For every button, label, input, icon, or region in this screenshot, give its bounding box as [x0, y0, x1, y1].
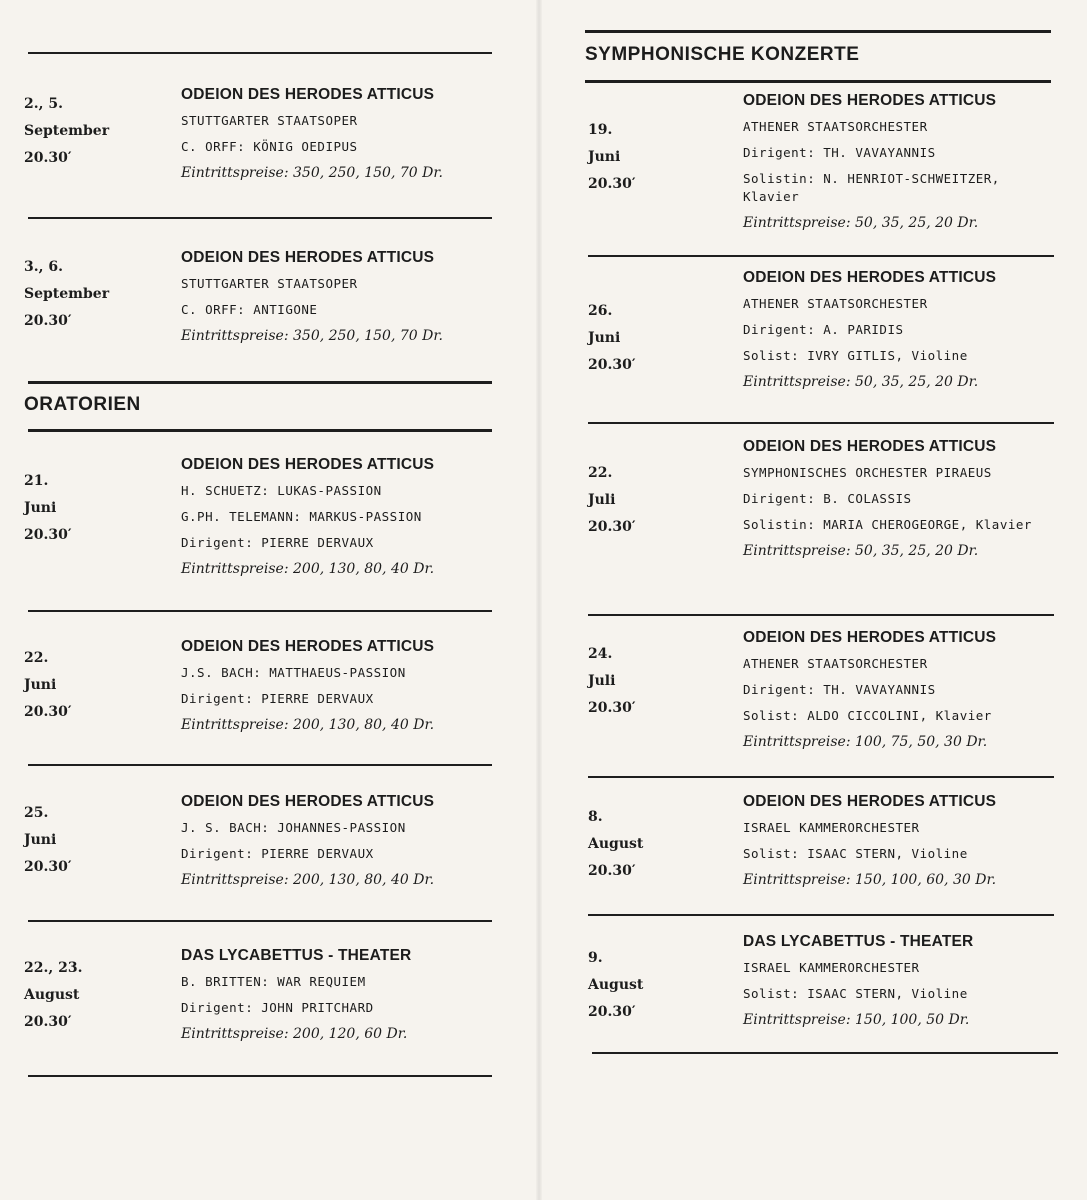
event-line: Solist: IVRY GITLIS, Violine — [743, 348, 968, 363]
event-month: Juni — [24, 677, 57, 693]
event-prices: Eintrittspreise: 50, 35, 25, 20 Dr. — [743, 374, 979, 390]
event-details — [743, 434, 1043, 564]
event-time: 20.30′ — [24, 527, 72, 543]
event-month: August — [588, 977, 644, 993]
event-line: J.S. BACH: MATTHAEUS-PASSION — [181, 665, 406, 680]
event-venue: ODEION DES HERODES ATTICUS — [181, 456, 435, 473]
event-date — [588, 298, 718, 379]
event-venue: ODEION DES HERODES ATTICUS — [181, 249, 435, 266]
event-venue: ODEION DES HERODES ATTICUS — [181, 86, 435, 103]
event-line: Dirigent: TH. VAVAYANNIS — [743, 145, 936, 160]
event-line: J. S. BACH: JOHANNES-PASSION — [181, 820, 406, 835]
event-line: Dirigent: A. PARIDIS — [743, 322, 904, 337]
event-date — [588, 945, 718, 1026]
rule — [28, 764, 492, 766]
event-prices: Eintrittspreise: 50, 35, 25, 20 Dr. — [743, 543, 979, 559]
event-day: 22., 23. — [24, 960, 83, 976]
event-line: Solistin: N. HENRIOT-SCHWEITZER, Klavier — [743, 171, 1000, 204]
event-date — [24, 254, 154, 335]
event-venue: ODEION DES HERODES ATTICUS — [743, 92, 997, 109]
event-date — [24, 955, 154, 1036]
rule — [588, 776, 1054, 778]
event-date — [24, 800, 154, 881]
event-details — [181, 82, 443, 186]
event-line: STUTTGARTER STAATSOPER — [181, 113, 358, 128]
event-month: Juni — [588, 330, 621, 346]
event-line: ATHENER STAATSORCHESTER — [743, 296, 928, 311]
event-day: 3., 6. — [24, 259, 63, 275]
event-venue: ODEION DES HERODES ATTICUS — [743, 629, 997, 646]
event-time: 20.30′ — [588, 700, 636, 716]
event-line: Dirigent: TH. VAVAYANNIS — [743, 682, 936, 697]
event-day: 9. — [588, 950, 603, 966]
event-venue: ODEION DES HERODES ATTICUS — [743, 269, 997, 286]
event-prices: Eintrittspreise: 150, 100, 50 Dr. — [743, 1012, 970, 1028]
event-line: Solist: ALDO CICCOLINI, Klavier — [743, 708, 992, 723]
event-time: 20.30′ — [24, 313, 72, 329]
event-month: Juli — [588, 673, 616, 689]
event-time: 20.30′ — [24, 150, 72, 166]
event-time: 20.30′ — [24, 1014, 72, 1030]
event-day: 19. — [588, 122, 613, 138]
event-venue: DAS LYCABETTUS - THEATER — [743, 933, 974, 950]
event-day: 2., 5. — [24, 96, 63, 112]
event-venue: ODEION DES HERODES ATTICUS — [743, 793, 997, 810]
event-line: B. BRITTEN: WAR REQUIEM — [181, 974, 366, 989]
event-time: 20.30′ — [588, 1004, 636, 1020]
rule — [588, 422, 1054, 424]
page-fold — [536, 0, 542, 1200]
event-date — [588, 804, 718, 885]
event-prices: Eintrittspreise: 200, 120, 60 Dr. — [181, 1026, 408, 1042]
event-date — [24, 91, 154, 172]
event-month: August — [24, 987, 80, 1003]
event-date — [588, 641, 718, 722]
event-line: Solistin: MARIA CHEROGEORGE, Klavier — [743, 517, 1032, 532]
event-venue: ODEION DES HERODES ATTICUS — [743, 438, 997, 455]
event-day: 8. — [588, 809, 603, 825]
event-day: 22. — [588, 465, 613, 481]
rule — [28, 381, 492, 384]
event-line: ISRAEL KAMMERORCHESTER — [743, 820, 920, 835]
event-month: Juni — [588, 149, 621, 165]
event-time: 20.30′ — [24, 859, 72, 875]
event-prices: Eintrittspreise: 350, 250, 150, 70 Dr. — [181, 165, 443, 181]
event-month: Juni — [24, 500, 57, 516]
rule — [588, 914, 1054, 916]
event-details — [181, 452, 434, 582]
event-time: 20.30′ — [588, 519, 636, 535]
event-venue: ODEION DES HERODES ATTICUS — [181, 793, 435, 810]
rule — [588, 255, 1054, 257]
event-line: C. ORFF: KÖNIG OEDIPUS — [181, 139, 358, 154]
rule — [592, 1052, 1058, 1054]
event-prices: Eintrittspreise: 150, 100, 60, 30 Dr. — [743, 872, 997, 888]
event-line: C. ORFF: ANTIGONE — [181, 302, 318, 317]
rule — [28, 429, 492, 432]
rule — [585, 80, 1051, 83]
event-day: 22. — [24, 650, 49, 666]
rule — [588, 614, 1054, 616]
rule — [28, 1075, 492, 1077]
event-month: Juni — [24, 832, 57, 848]
event-details — [181, 943, 411, 1047]
event-details — [743, 265, 996, 395]
event-prices: Eintrittspreise: 50, 35, 25, 20 Dr. — [743, 215, 979, 231]
event-line: H. SCHUETZ: LUKAS-PASSION — [181, 483, 382, 498]
event-date — [588, 117, 718, 198]
event-line: ISRAEL KAMMERORCHESTER — [743, 960, 920, 975]
event-prices: Eintrittspreise: 350, 250, 150, 70 Dr. — [181, 328, 443, 344]
rule — [28, 217, 492, 219]
event-line: Dirigent: PIERRE DERVAUX — [181, 846, 374, 861]
event-details — [743, 625, 996, 755]
event-month: Juli — [588, 492, 616, 508]
rule — [585, 30, 1051, 33]
event-month: August — [588, 836, 644, 852]
event-line: Dirigent: PIERRE DERVAUX — [181, 691, 374, 706]
event-date — [24, 645, 154, 726]
event-details — [181, 634, 434, 738]
event-time: 20.30′ — [588, 863, 636, 879]
event-prices: Eintrittspreise: 100, 75, 50, 30 Dr. — [743, 734, 988, 750]
section-title-symphonische-konzerte: SYMPHONISCHE KONZERTE — [585, 44, 860, 65]
event-line: Dirigent: PIERRE DERVAUX — [181, 535, 374, 550]
section-title-oratorien: ORATORIEN — [24, 394, 141, 415]
event-line: Solist: ISAAC STERN, Violine — [743, 986, 968, 1001]
event-line: Dirigent: B. COLASSIS — [743, 491, 912, 506]
event-line: ATHENER STAATSORCHESTER — [743, 119, 928, 134]
event-line: SYMPHONISCHES ORCHESTER PIRAEUS — [743, 465, 992, 480]
event-day: 26. — [588, 303, 613, 319]
event-prices: Eintrittspreise: 200, 130, 80, 40 Dr. — [181, 717, 435, 733]
event-details — [181, 789, 434, 893]
event-day: 24. — [588, 646, 613, 662]
event-line: Solist: ISAAC STERN, Violine — [743, 846, 968, 861]
event-details — [743, 789, 996, 893]
rule — [28, 52, 492, 54]
event-venue: ODEION DES HERODES ATTICUS — [181, 638, 435, 655]
event-details — [743, 929, 973, 1033]
rule — [28, 610, 492, 612]
rule — [28, 920, 492, 922]
event-line: ATHENER STAATSORCHESTER — [743, 656, 928, 671]
event-prices: Eintrittspreise: 200, 130, 80, 40 Dr. — [181, 561, 435, 577]
event-line: STUTTGARTER STAATSOPER — [181, 276, 358, 291]
event-date — [588, 460, 718, 541]
event-time: 20.30′ — [588, 357, 636, 373]
event-details — [181, 245, 443, 349]
event-month: September — [24, 123, 110, 139]
event-prices: Eintrittspreise: 200, 130, 80, 40 Dr. — [181, 872, 435, 888]
event-time: 20.30′ — [24, 704, 72, 720]
event-time: 20.30′ — [588, 176, 636, 192]
event-details — [743, 88, 1053, 236]
event-day: 25. — [24, 805, 49, 821]
event-date — [24, 468, 154, 549]
event-venue: DAS LYCABETTUS - THEATER — [181, 947, 412, 964]
event-day: 21. — [24, 473, 49, 489]
event-line: Dirigent: JOHN PRITCHARD — [181, 1000, 374, 1015]
event-month: September — [24, 286, 110, 302]
event-line: G.PH. TELEMANN: MARKUS-PASSION — [181, 509, 422, 524]
